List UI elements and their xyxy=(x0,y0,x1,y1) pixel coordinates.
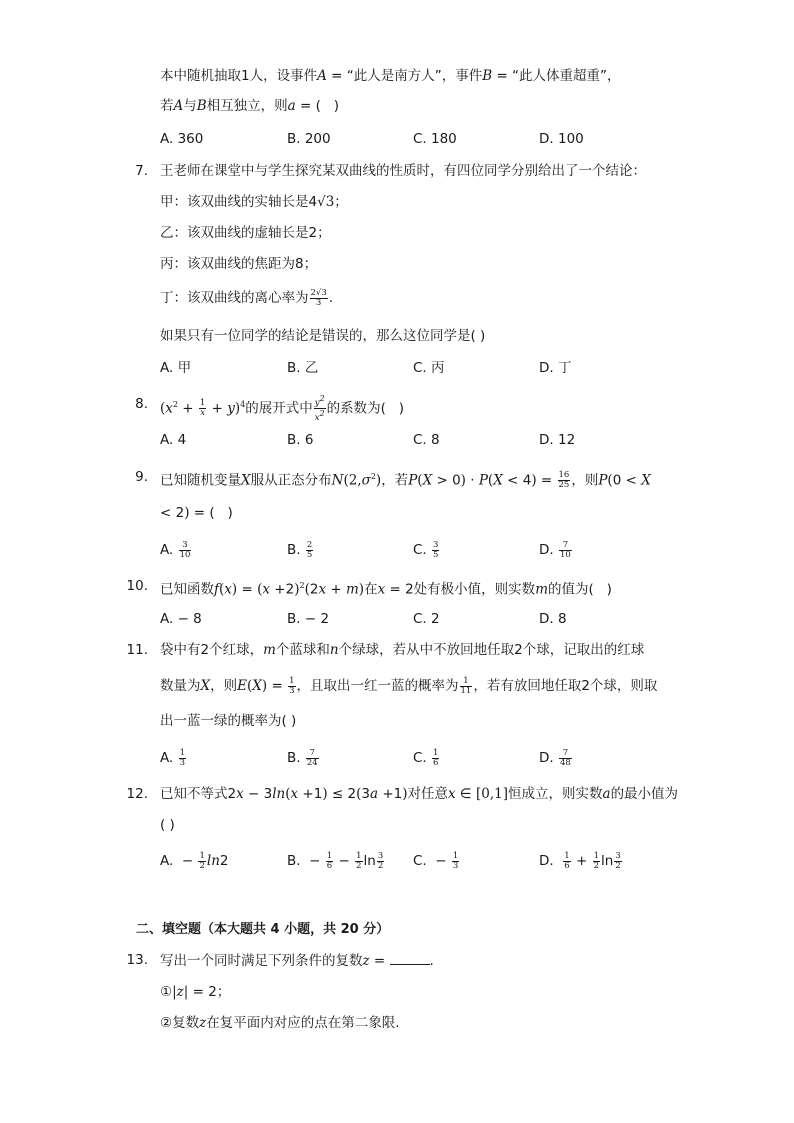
q10-option-c: C. 2 xyxy=(413,611,440,627)
q7-stem: 王老师在课堂中与学生探究某双曲线的性质时，有四位同学分别给出了一个结论： xyxy=(160,163,646,179)
q10-option-d: D. 8 xyxy=(539,611,567,627)
q13-stem: 写出一个同时满足下列条件的复数z = . xyxy=(160,950,434,971)
q7-jia: 甲：该双曲线的实轴长是4√3； xyxy=(160,194,348,210)
q6-line1: 本中随机抽取1人，设事件A = “此人是南方人”，事件B = “此人体重超重”， xyxy=(160,68,621,84)
q7-bing: 丙：该双曲线的焦距为8； xyxy=(160,256,318,272)
q8-option-a: A. 4 xyxy=(160,432,187,448)
q7-ask: 如果只有一位同学的结论是错误的，那么这位同学是( ) xyxy=(160,328,486,344)
q11-option-a: A. $\frac{1}{3}$ xyxy=(160,747,186,768)
q8-option-d: D. 12 xyxy=(539,432,576,448)
q7-number: 7. xyxy=(135,163,148,179)
q10-number: 10. xyxy=(126,578,148,594)
q6-option-c: C. 180 xyxy=(413,131,457,147)
q11-number: 11. xyxy=(126,642,148,658)
q6-line2: 若A与B相互独立，则a = ( ) xyxy=(160,98,340,114)
q9-line2: < 2) = ( ) xyxy=(160,505,233,521)
q13-number: 13. xyxy=(126,952,148,968)
q11-line3: 出一蓝一绿的概率为( ) xyxy=(160,713,297,729)
q12-line1: 已知不等式2x − 3ln(x +1) ≤ 2(3a +1)对任意x ∈ [0,1]恒成立，则实数a的最小值为 xyxy=(160,786,679,802)
q12-option-d: D. $\frac{1}{6}$ + $\frac{1}{2}$ ln $\frac{3}{2}$ xyxy=(539,850,621,871)
q10-option-a: A. − 8 xyxy=(160,611,202,627)
q10-stem: 已知函数$f(x) = (x +2)^2(2x + m)$在x = 2处有极小值，则实数m的值为( ) xyxy=(160,581,612,598)
q11-option-d: D. $\frac{7}{48}$ xyxy=(539,747,571,768)
q13-condition-1: ①|z| = 2； xyxy=(160,984,231,1000)
q12-option-b: B. − $\frac{1}{6}$ − $\frac{1}{2}$ ln $\frac{3}{2}$ xyxy=(287,850,384,871)
q9-option-d: D. $\frac{7}{10}$ xyxy=(539,539,571,560)
q9-option-b: B. $\frac{2}{5}$ xyxy=(287,539,313,560)
q6-option-d: D. 100 xyxy=(539,131,584,147)
q7-option-a: A. 甲 xyxy=(160,360,192,376)
q12-line2: ( ) xyxy=(160,817,175,833)
q11-option-b: B. $\frac{7}{24}$ xyxy=(287,747,318,768)
q11-line2: 数量为X，则E(X) = $\frac{1}{3}$ ，且取出一红一蓝的概率为 $\frac{1}{11}$ ，若有放回地任取2个球，则取 xyxy=(160,675,658,696)
q7-ding: 丁：该双曲线的离心率为 $\frac{2√3}{3}$ . xyxy=(160,287,334,308)
q7-option-c: C. 丙 xyxy=(413,360,445,376)
q12-option-a: A. − $\frac{1}{2}$ ln2 xyxy=(160,850,229,871)
q8-option-c: C. 8 xyxy=(413,432,440,448)
q9-line1: 已知随机变量X服从正态分布$N(2,\sigma^2)$，若P(X > 0) · P(X < 4) = $\frac{16}{25}$ ，则P(0 < X xyxy=(160,470,651,490)
q6-option-b: B. 200 xyxy=(287,131,331,147)
q10-option-b: B. − 2 xyxy=(287,611,330,627)
q6-option-a: A. 360 xyxy=(160,131,204,147)
q7-option-d: D. 丁 xyxy=(539,360,572,376)
q7-yi: 乙：该双曲线的虚轴长是2； xyxy=(160,225,331,241)
q11-line1: 袋中有2个红球，m个蓝球和n个绿球，若从中不放回地任取2个球，记取出的红球 xyxy=(160,642,645,658)
q8-number: 8. xyxy=(135,396,148,412)
q9-option-a: A. $\frac{3}{10}$ xyxy=(160,539,191,560)
q7-option-b: B. 乙 xyxy=(287,360,319,376)
q12-option-c: C. − $\frac{1}{3}$ xyxy=(413,850,459,871)
section-2-title: 二、填空题（本大题共 4 小题，共 20 分） xyxy=(136,922,390,937)
q8-stem: ($x^2$ + $\frac{1}{x}$ + y)$^4$的展开式中 $\frac{y^2}{x^2}$ 的系数为( ) xyxy=(160,394,405,423)
q12-number: 12. xyxy=(126,786,148,802)
q8-option-b: B. 6 xyxy=(287,432,314,448)
q13-condition-2: ②复数z在复平面内对应的点在第二象限. xyxy=(160,1015,400,1031)
q9-option-c: C. $\frac{3}{5}$ xyxy=(413,539,439,560)
q9-number: 9. xyxy=(135,469,148,485)
q11-option-c: C. $\frac{1}{6}$ xyxy=(413,747,439,768)
answer-blank xyxy=(390,950,430,965)
